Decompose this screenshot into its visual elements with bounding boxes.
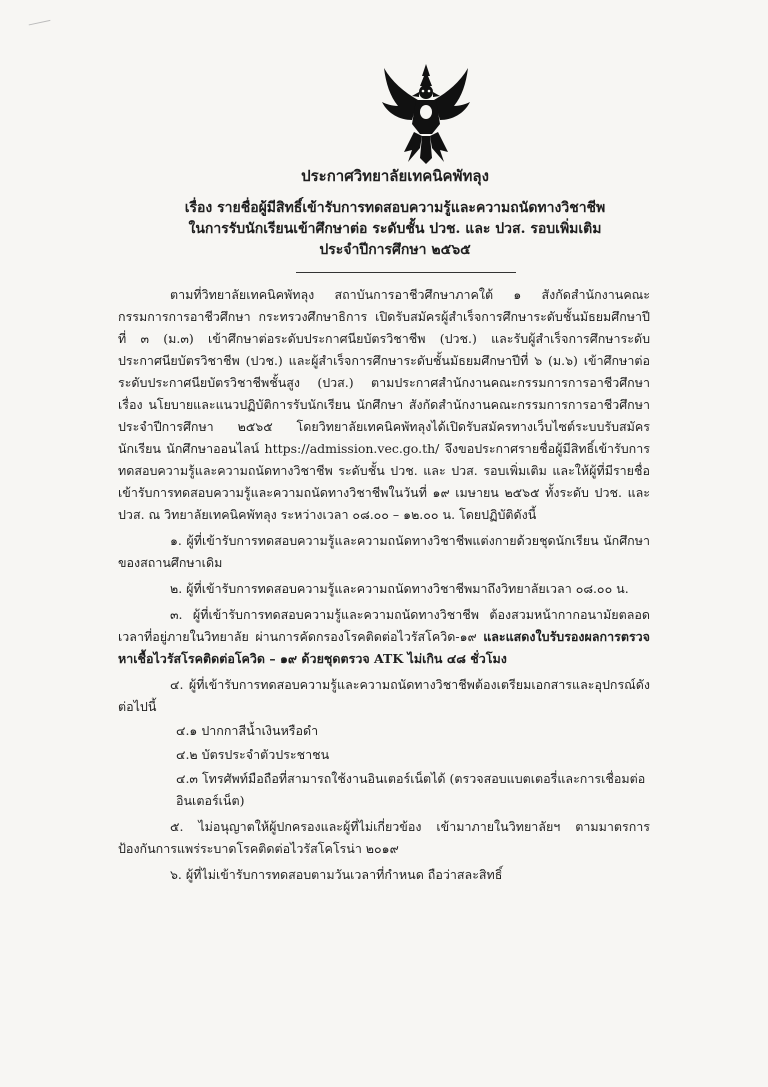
rule-item-2: ๒. ผู้ที่เข้ารับการทดสอบความรู้และความถนัดทางวิชาชีพมาถึงวิทยาลัยเวลา ๐๘.๐๐ น. <box>170 581 629 596</box>
rule-item-6: ๖. ผู้ที่ไม่เข้ารับการทดสอบตามวันเวลาที่กำหนด ถือว่าสละสิทธิ์ <box>170 867 503 882</box>
rule-item-3-text: ๓. ผู้ที่เข้ารับการทดสอบความรู้และความถนัดทางวิชาชีพ ต้องสวมหน้ากากอนามัยตลอดเวลาที่อยู่ภายในวิทยาลัย ผ่านการคัดกรองโรคติดต่อไวรัสโควิด-๑๙ <box>118 607 650 644</box>
announcement-subject-line-2: ในการรับนักเรียนเข้าศึกษาต่อ ระดับชั้น ปวช. และ ปวส. รอบเพิ่มเติม <box>188 221 602 237</box>
announcement-subject-line-3: ประจำปีการศึกษา ๒๕๖๕ <box>319 242 471 258</box>
rule-item-4: ๔. ผู้ที่เข้ารับการทดสอบความรู้และความถนัดทางวิชาชีพต้องเตรียมเอกสารและอุปกรณ์ดังต่อไปนี้ <box>118 677 650 714</box>
rule-item-1: ๑. ผู้ที่เข้ารับการทดสอบความรู้และความถนัดทางวิชาชีพแต่งกายด้วยชุดนักเรียน นักศึกษาของสถานศึกษาเดิม <box>118 533 650 570</box>
rule-item-3-bold: และแสดงใบรับรองผลการตรวจหาเชื้อไวรัสโรคติดต่อโควิด – ๑๙ ด้วยชุดตรวจ ATK ไม่เกิน ๔๘ ชั่วโมง <box>118 629 650 666</box>
rule-subitem-4-2: ๔.๒ บัตรประจำตัวประชาชน <box>176 747 330 762</box>
rule-item-3 <box>118 604 650 670</box>
announcement-header <box>110 164 680 261</box>
title-divider <box>296 272 516 273</box>
rule-subitem-4-1: ๔.๑ ปากกาสีน้ำเงินหรือดำ <box>176 723 319 738</box>
rule-item-5: ๕. ไม่อนุญาตให้ผู้ปกครองและผู้ที่ไม่เกี่ยวข้อง เข้ามาภายในวิทยาลัยฯ ตามมาตรการป้องกันการแพร่ระบาดโรคติดต่อไวรัสโคโรน่า ๒๐๑๙ <box>118 819 650 856</box>
rule-subitem-4-3: ๔.๓ โทรศัพท์มือถือที่สามารถใช้งานอินเตอร์เน็ตได้ (ตรวจสอบแบตเตอรี่และการเชื่อมต่ออินเตอร์เน็ต) <box>176 771 646 808</box>
garuda-emblem-icon <box>378 62 474 166</box>
admission-url: https://admission.vec.go.th/ <box>264 441 440 456</box>
announcement-subject-line-1: เรื่อง รายชื่อผู้มีสิทธิ์เข้ารับการทดสอบความรู้และความถนัดทางวิชาชีพ <box>184 200 606 216</box>
intro-text-continued: จึงขอประกาศรายชื่อผู้มีสิทธิ์เข้ารับการทดสอบความรู้และความถนัดทางวิชาชีพ ระดับชั้น ปวช. และ ปวส. รอบเพิ่มเติม และให้ผู้ที่มีรายชื่อเข้ารับการทดสอบความรู้และความถนัดทางวิชาชีพในวันที่ ๑๙ เมษายน ๒๕๖๕ ทั้งระดับ ปวช. และ ปวส. ณ วิทยาลัยเทคนิคพัทลุง ระหว่างเวลา ๐๘.๐๐ – ๑๒.๐๐ น. โดยปฏิบัติดังนี้ <box>118 441 650 522</box>
announcement-body <box>118 284 650 886</box>
intro-text: ตามที่วิทยาลัยเทคนิคพัทลุง สถาบันการอาชีวศึกษาภาคใต้ ๑ สังกัดสำนักงานคณะกรรมการการอาชีวศึกษา กระทรวงศึกษาธิการ เปิดรับสมัครผู้สำเร็จการศึกษาระดับชั้นมัธยมศึกษาปีที่ ๓ (ม.๓) เข้าศึกษาต่อระดับประกาศนียบัตรวิชาชีพ (ปวช.) และรับผู้สำเร็จการศึกษาระดับประกาศนียบัตรวิชาชีพ (ปวช.) และผู้สำเร็จการศึกษาระดับชั้นมัธยมศึกษาปีที่ ๖ (ม.๖) เข้าศึกษาต่อระดับประกาศนียบัตรวิชาชีพชั้นสูง (ปวส.) ตามประกาศสำนักงานคณะกรรมการการอาชีวศึกษา เรื่อง นโยบายและแนวปฏิบัติการรับนักเรียน นักศึกษา สังกัดสำนักงานคณะกรรมการการอาชีวศึกษา ประจำปีการศึกษา ๒๕๖๕ โดยวิทยาลัยเทคนิคพัทลุงได้เปิดรับสมัครทางเว็บไซต์ระบบรับสมัครนักเรียน นักศึกษาออนไลน์ <box>118 287 650 456</box>
announcement-title: ประกาศวิทยาลัยเทคนิคพัทลุง <box>301 167 489 185</box>
intro-paragraph <box>118 284 650 526</box>
scan-mark <box>29 20 54 39</box>
